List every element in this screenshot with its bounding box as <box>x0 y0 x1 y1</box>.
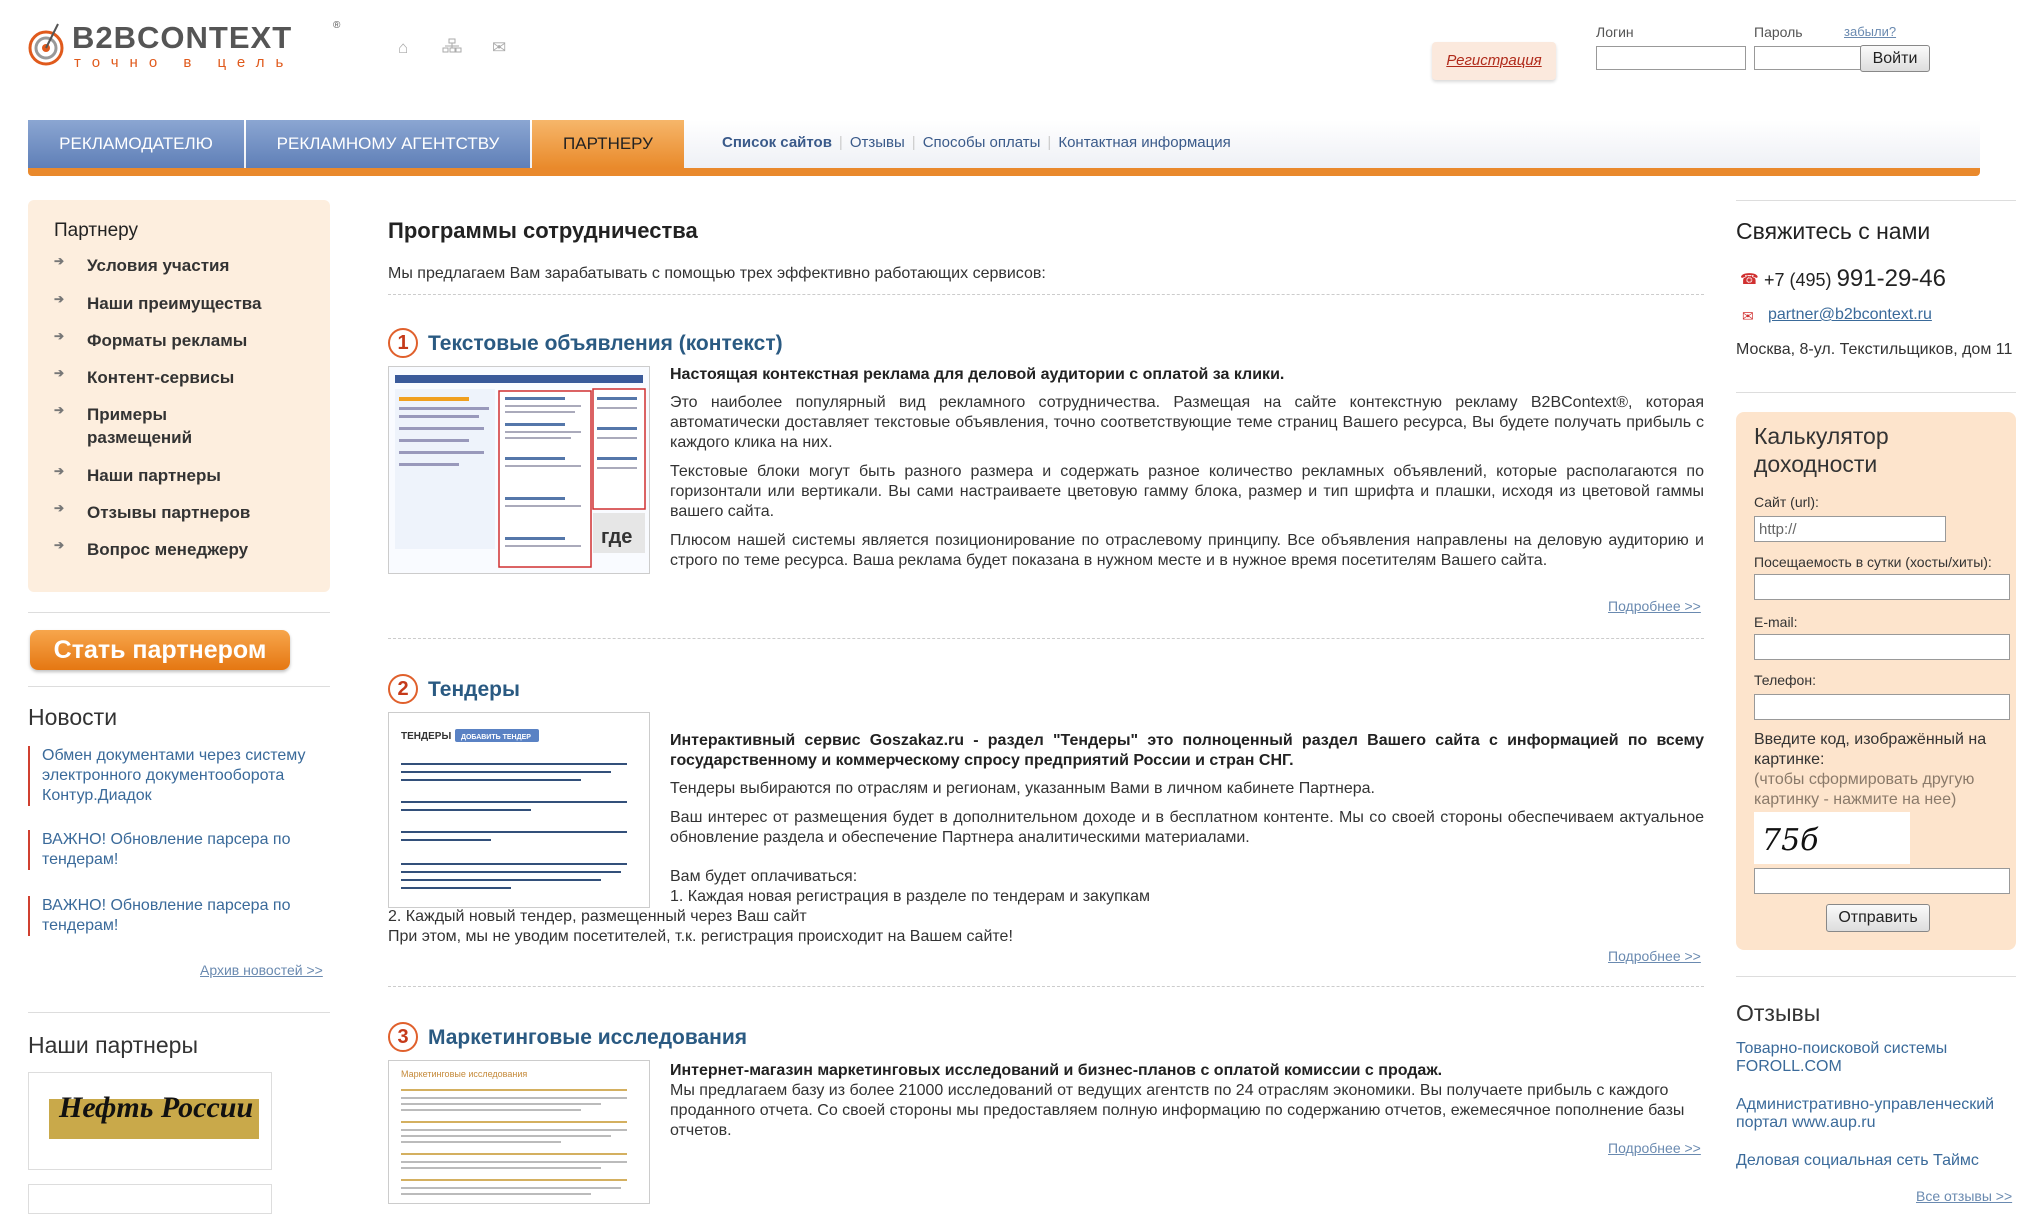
login-label: Логин <box>1596 24 1634 40</box>
sidebar-item-advantages[interactable] <box>54 292 261 315</box>
section-lead-text: Настоящая контекстная реклама для деловой аудитории с оплатой за клики. <box>670 366 1285 383</box>
arrow-icon: ➔ <box>54 464 65 478</box>
page-title: Программы сотрудничества <box>388 218 698 243</box>
intro-text: Мы предлагаем Вам зарабатывать с помощью трех эффективно работающих сервисов: <box>388 265 1046 282</box>
site-url-label: Сайт (url): <box>1754 494 1819 510</box>
password-label: Пароль <box>1754 24 1803 40</box>
news-item[interactable]: Обмен документами через систему электронного документооборота Контур.Диадок <box>28 746 342 806</box>
section-paragraph: Мы предлагаем базу из более 21000 исследований от ведущих агентств по 24 отраслям экономики. Вы получаете прибыль с каждого проданного отчета. Со своей стороны мы предоставляем полную информацию по содержанию отчетов, ежемесячное пополнение базы отчетов. <box>670 1082 1685 1139</box>
arrow-icon: ➔ <box>54 366 65 380</box>
sidebar-item-label: Примеры размещений <box>87 405 193 447</box>
mail-icon[interactable]: ✉ <box>492 38 507 57</box>
section-title-tenders[interactable]: Тендеры <box>428 678 520 701</box>
calculator-title: Калькулятор доходности <box>1754 423 1889 477</box>
partner-logo-neft-rossii[interactable] <box>28 1072 272 1170</box>
sidebar-item-label: Вопрос менеджеру <box>87 540 249 559</box>
contact-title: Свяжитесь с нами <box>1736 218 1931 244</box>
arrow-icon: ➔ <box>54 292 65 306</box>
news-archive-link[interactable]: Архив новостей >> <box>200 962 323 978</box>
phone-icon: ☎ <box>1740 271 1759 288</box>
divider <box>1736 392 2016 393</box>
calculator-submit-button[interactable]: Отправить <box>1826 904 1930 932</box>
partners-title: Наши партнеры <box>28 1032 198 1058</box>
phone-prefix: +7 (495) <box>1764 270 1832 290</box>
context-ads-screenshot <box>389 367 649 573</box>
divider <box>1736 200 2016 201</box>
section-lead <box>670 365 1704 385</box>
all-reviews-link[interactable]: Все отзывы >> <box>1916 1188 2013 1204</box>
sidebar-item-label: Условия участия <box>87 256 230 275</box>
register-button[interactable]: Регистрация <box>1432 42 1556 80</box>
section-lead-text: Интернет-магазин маркетинговых исследований и бизнес-планов с оплатой комиссии с продаж. <box>670 1062 1443 1079</box>
captcha-label: Введите код, изображённый на картинке: <box>1754 731 1987 768</box>
logo-text: B2BCONTEXT <box>72 20 293 55</box>
more-link[interactable]: Подробнее >> <box>1608 1140 1701 1156</box>
site-url-input[interactable] <box>1754 516 1946 542</box>
subnav-contacts[interactable]: Контактная информация <box>1058 134 1231 151</box>
section-number: 3 <box>388 1022 418 1052</box>
tenders-screenshot <box>389 713 649 907</box>
thumbnail-label: где <box>601 526 633 548</box>
subnav <box>722 134 1231 151</box>
tenders-thumbnail[interactable] <box>388 712 650 908</box>
partner-logo-text: Нефть России <box>59 1091 254 1124</box>
marketing-screenshot <box>389 1061 649 1203</box>
marketing-thumbnail[interactable] <box>388 1060 650 1204</box>
marketing-thumb-title: Маркетинговые исследования <box>401 1069 528 1079</box>
section-paragraph: Это наиболее популярный вид рекламного сотрудничества. Размещая на сайте контекстную рекламу B2BContext®, которая автоматически доставляет текстовые объявления, точно соответствующие теме страниц Вашего ресурса, Вы будете получать прибыль с каждого клика на них. <box>670 394 1704 451</box>
section-paragraph: 2. Каждый новый тендер, размещенный через Ваш сайт <box>388 908 807 925</box>
sidebar-item-label: Форматы рекламы <box>87 331 248 350</box>
subnav-payment[interactable]: Способы оплаты <box>922 134 1041 151</box>
section-number: 1 <box>388 328 418 358</box>
sidebar-item-label: Отзывы партнеров <box>87 503 251 522</box>
subnav-separator: | <box>1047 134 1052 151</box>
sidebar-item-conditions[interactable] <box>54 254 229 277</box>
context-ads-thumbnail[interactable] <box>388 366 650 574</box>
news-title: Новости <box>28 704 118 730</box>
section-lead <box>670 731 1704 771</box>
subnav-site-list[interactable]: Список сайтов <box>722 134 832 151</box>
nav-underline <box>28 168 1980 176</box>
more-link[interactable]: Подробнее >> <box>1608 598 1701 614</box>
logo-slogan: точно в цель <box>74 54 295 71</box>
arrow-icon: ➔ <box>54 329 65 343</box>
tab-partner[interactable]: ПАРТНЕРУ <box>532 120 684 168</box>
login-input[interactable] <box>1596 46 1746 70</box>
section-paragraph: Плюсом нашей системы является позиционирование по отраслевому принципу. Все объявления направлены на деловую аудиторию и строго по теме ресурса. Ваша реклама будет показана в нужном месте и в нужное время посетителям Вашего сайта. <box>670 532 1704 569</box>
sidebar-item-formats[interactable] <box>54 329 247 352</box>
sidebar-item-content-services[interactable] <box>54 366 234 389</box>
phone-label: Телефон: <box>1754 672 1816 688</box>
email-label: E-mail: <box>1754 614 1798 630</box>
visits-input[interactable] <box>1754 574 2010 600</box>
arrow-icon: ➔ <box>54 403 65 417</box>
news-item[interactable]: ВАЖНО! Обновление парсера по тендерам! <box>28 896 342 936</box>
partner-logo-second[interactable] <box>28 1184 272 1214</box>
logo-registered-mark: ® <box>333 20 341 31</box>
news-item[interactable]: ВАЖНО! Обновление парсера по тендерам! <box>28 830 342 870</box>
arrow-icon: ➔ <box>54 538 65 552</box>
become-partner-button[interactable]: Стать партнером <box>30 630 290 670</box>
sidebar-item-partner-reviews[interactable] <box>54 501 250 524</box>
tab-advertiser[interactable]: РЕКЛАМОДАТЕЛЮ <box>28 120 244 168</box>
visits-label: Посещаемость в сутки (хосты/хиты): <box>1754 554 1992 570</box>
forgot-password-link[interactable]: забыли? <box>1844 24 1897 39</box>
sidebar-item-examples[interactable] <box>54 403 294 449</box>
sitemap-icon[interactable] <box>442 38 462 59</box>
login-button[interactable]: Войти <box>1860 45 1930 72</box>
tenders-thumb-button: ДОБАВИТЬ ТЕНДЕР <box>461 734 531 741</box>
sidebar-item-ask-manager[interactable] <box>54 538 248 561</box>
logo[interactable] <box>28 20 348 76</box>
subnav-separator: | <box>911 134 916 151</box>
captcha-image[interactable] <box>1754 812 1910 864</box>
review-item[interactable]: Административно-управленческий портал www.aup.ru <box>1736 1096 1995 1131</box>
section-paragraph: Вам будет оплачиваться: <box>670 868 858 885</box>
section-lead-text: Интерактивный сервис Goszakaz.ru - раздел "Тендеры" это полноценный раздел Вашего сайта с информацией по всему государственному и коммерческому спросу предприятий России и стран СНГ. <box>670 732 1704 769</box>
section-number: 2 <box>388 674 418 704</box>
section-paragraph: Тендеры выбираются по отраслям и регионам, указанным Вами в личном кабинете Партнера. <box>670 780 1375 797</box>
email-input[interactable] <box>1754 634 2010 660</box>
partner-logo-graphic <box>29 1073 271 1169</box>
sidebar-item-partners[interactable] <box>54 464 221 487</box>
divider <box>388 986 1704 987</box>
tab-agency[interactable]: РЕКЛАМНОМУ АГЕНТСТВУ <box>246 120 530 168</box>
phone-number <box>1764 265 1946 293</box>
captcha-input[interactable] <box>1754 868 2010 894</box>
captcha-graphic <box>1754 812 1910 864</box>
review-item[interactable]: Товарно-поисковой системы FOROLL.COM <box>1736 1040 1948 1075</box>
phone-input[interactable] <box>1754 694 2010 720</box>
captcha-hint: (чтобы сформировать другую картинку - нажмите на нее) <box>1754 771 1975 808</box>
sidebar-item-label: Наши преимущества <box>87 294 262 313</box>
email-icon: ✉ <box>1742 308 1754 324</box>
divider <box>28 1012 330 1013</box>
subnav-separator: | <box>838 134 843 151</box>
arrow-icon: ➔ <box>54 501 65 515</box>
section-title-marketing[interactable]: Маркетинговые исследования <box>428 1026 748 1049</box>
divider <box>1736 976 2016 977</box>
tenders-thumb-title: ТЕНДЕРЫ <box>401 731 452 742</box>
subnav-reviews[interactable]: Отзывы <box>849 134 905 151</box>
home-icon[interactable]: ⌂ <box>398 38 409 57</box>
target-logo-icon <box>28 22 66 66</box>
section-paragraph: При этом, мы не уводим посетителей, т.к. регистрация происходит на Вашем сайте! <box>388 928 1013 945</box>
divider <box>388 294 1704 295</box>
phone-main: 991-29-46 <box>1836 265 1946 292</box>
more-link[interactable]: Подробнее >> <box>1608 948 1701 964</box>
sidebar-item-label: Наши партнеры <box>87 466 221 485</box>
divider <box>28 686 330 687</box>
section-title-context[interactable]: Текстовые объявления (контекст) <box>428 332 783 355</box>
section-lead <box>670 1061 1704 1081</box>
divider <box>28 612 330 613</box>
contact-email-link[interactable]: partner@b2bcontext.ru <box>1768 306 1932 323</box>
sidebar-item-label: Контент-сервисы <box>87 368 235 387</box>
divider <box>388 638 1704 639</box>
review-item[interactable]: Деловая социальная сеть Таймс <box>1736 1152 1979 1169</box>
reviews-title: Отзывы <box>1736 1000 1821 1026</box>
partner-menu-title: Партнеру <box>54 220 138 241</box>
section-paragraph: Текстовые блоки могут быть разного размера и содержать разное количество рекламных объявлений, которые располагаются по горизонтали или вертикали. Вы сами настраиваете цветовую гамму блока, размер и тип шрифта и плашки, исходя из цветовой гаммы вашего сайта. <box>670 463 1704 520</box>
section-paragraph: 1. Каждая новая регистрация в разделе по тендерам и закупкам <box>670 888 1151 905</box>
contact-address: Москва, 8-ул. Текстильщиков, дом 11 <box>1736 341 2013 358</box>
arrow-icon: ➔ <box>54 254 65 268</box>
captcha-code: 75б <box>1762 823 1819 858</box>
section-paragraph: Ваш интерес от размещения будет в дополнительном доходе и в бесплатном контенте. Мы со своей стороны обеспечиваем актуальное обновление раздела и обеспечение Партнера аналитическими материалами. <box>670 809 1704 846</box>
sitemap-icon-graphic <box>442 38 462 54</box>
